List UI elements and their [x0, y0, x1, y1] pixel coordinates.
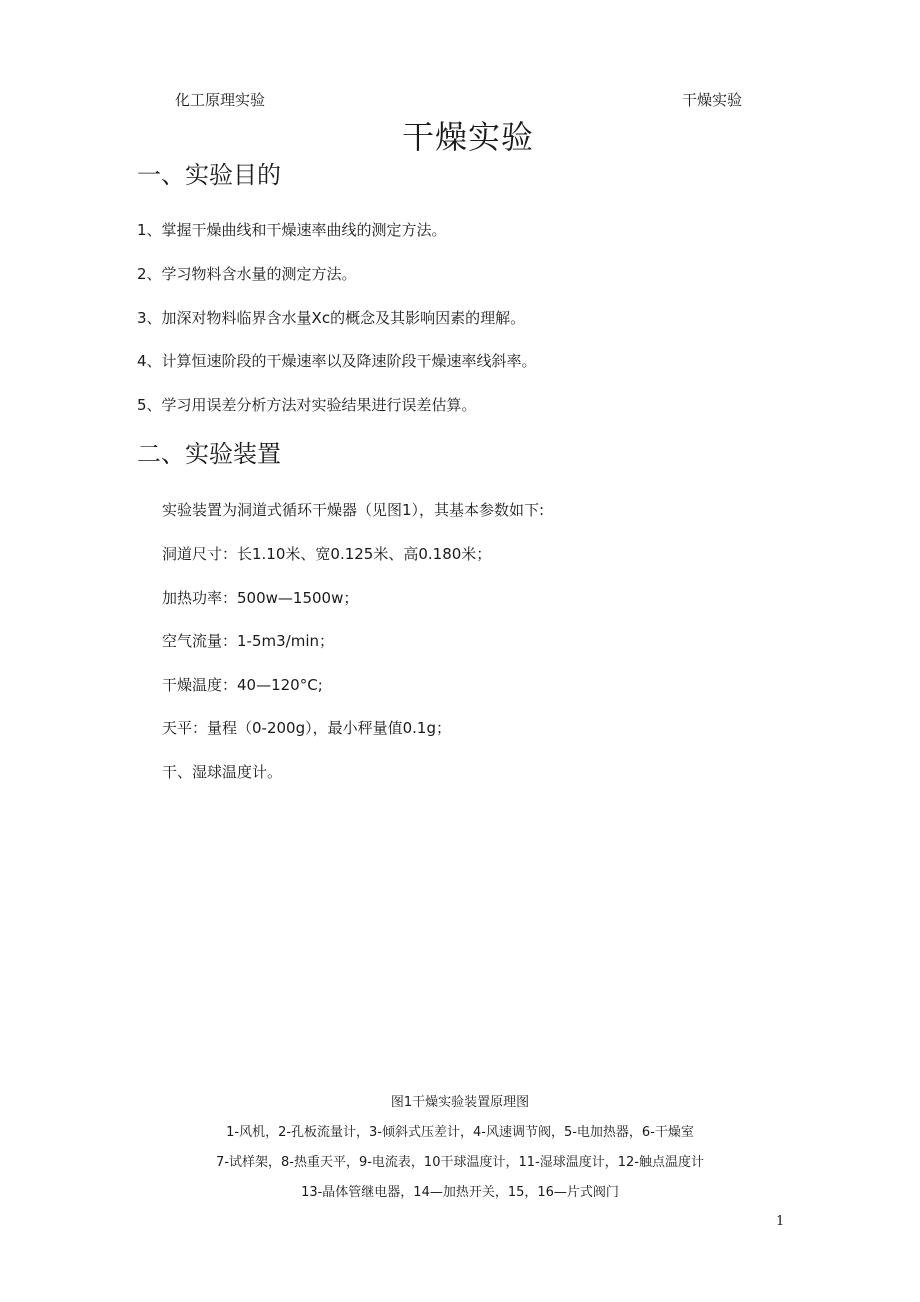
- header-right: 干燥实验: [681, 91, 742, 109]
- figure-legend-line-1: 1-风机，2-孔板流量计，3-倾斜式压差计，4-风速调节阀，5-电加热器，6-干燥室: [226, 1125, 694, 1140]
- figure-blank-area: [137, 800, 783, 1080]
- param-drying-temp: 干燥温度：40—120°C;: [162, 676, 323, 694]
- objective-item-4: 4、计算恒速阶段的干燥速率以及降速阶段干燥速率线斜率。: [137, 352, 537, 370]
- param-air-flow: 空气流量：1-5m3/min；: [162, 632, 334, 650]
- param-balance: 天平：量程（0-200g），最小秤量值0.1g；: [162, 719, 451, 737]
- figure-legend-line-3: 13-晶体管继电器，14—加热开关，15，16—片式阀门: [301, 1185, 619, 1200]
- page-number: 1: [776, 1214, 785, 1229]
- param-thermometer: 干、湿球温度计。: [162, 763, 283, 781]
- figure-caption: 图1干燥实验装置原理图: [390, 1095, 530, 1110]
- header-left: 化工原理实验: [175, 91, 266, 109]
- param-tunnel-size: 洞道尺寸：长1.10米、宽0.125米、高0.180米；: [162, 545, 492, 563]
- section-heading-objectives: 一、实验目的: [137, 161, 281, 189]
- figure-legend-line-2: 7-试样架，8-热重天平，9-电流表，10干球温度计，11-湿球温度计，12-触点温度计: [216, 1155, 704, 1170]
- objective-item-3: 3、加深对物料临界含水量Xc的概念及其影响因素的理解。: [137, 309, 526, 327]
- objective-item-2: 2、学习物料含水量的测定方法。: [137, 265, 357, 283]
- param-heating-power: 加热功率：500w—1500w；: [162, 589, 359, 607]
- objective-item-5: 5、学习用误差分析方法对实验结果进行误差估算。: [137, 396, 477, 414]
- document-title: 干燥实验: [401, 118, 534, 156]
- apparatus-intro: 实验装置为洞道式循环干燥器（见图1），其基本参数如下:: [162, 501, 545, 519]
- section-heading-apparatus: 二、实验装置: [137, 440, 281, 468]
- objective-item-1: 1、掌握干燥曲线和干燥速率曲线的测定方法。: [137, 221, 447, 239]
